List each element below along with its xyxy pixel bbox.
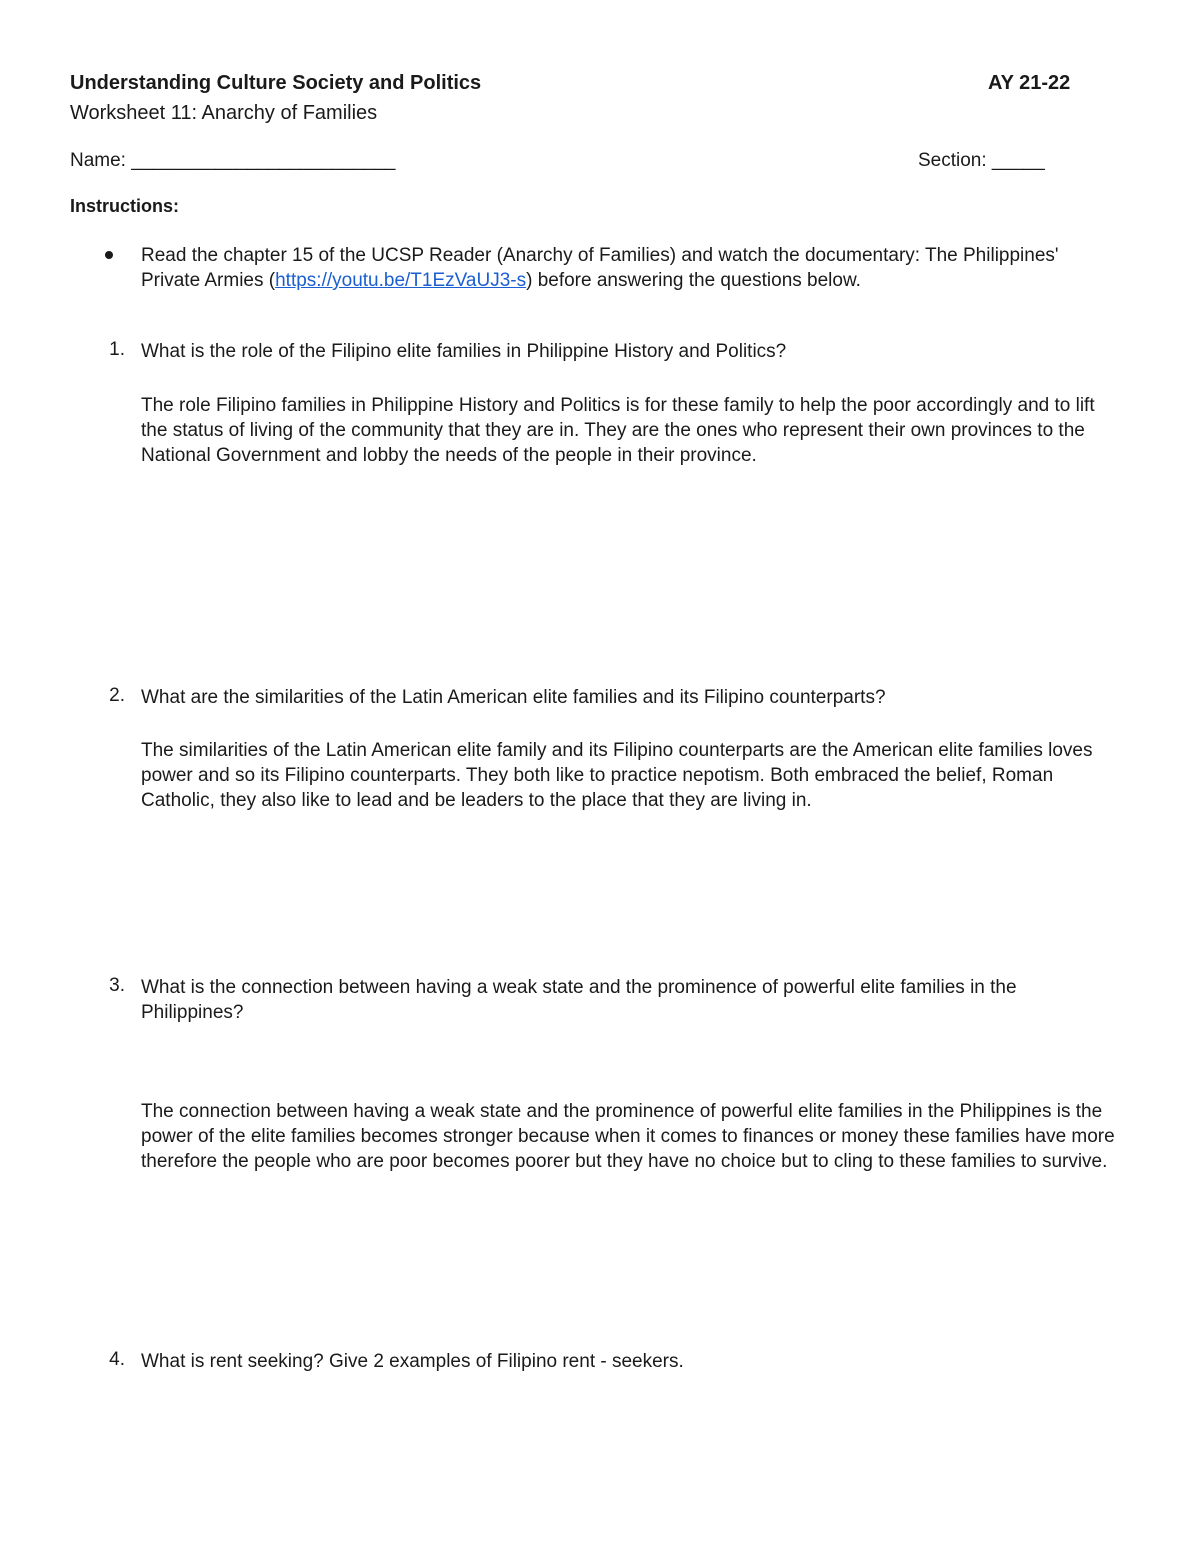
answer-text: The similarities of the Latin American elite family and its Filipino counterparts are the American elite families loves power and so its Filipino counterparts. They both like to practice nepotism. Both embraced the belief, Roman Catholic, they also like to lead and be leaders to the place that they are living in. [141,740,1093,811]
question-text: What is the role of the Filipino elite families in Philippine History and Politics? [141,341,787,362]
name-field[interactable]: Name: _________________________ [70,150,396,171]
question-text: What are the similarities of the Latin American elite families and its Filipino counterparts? [141,687,886,708]
instructions-text-before: Read the chapter 15 of the UCSP Reader (Anarchy of Families) and watch the documentary: The Philippines' Private Armies ( [141,245,1059,291]
course-title: Understanding Culture Society and Politics [70,72,482,94]
question-number: 4. [109,1349,125,1370]
answer-text: The connection between having a weak state and the prominence of powerful elite families in the Philippines is the power of the elite families becomes stronger because when it comes to finances or money these families have more therefore the people who are poor becomes poorer but they have no choice but to cling to these families to survive. [141,1101,1115,1172]
documentary-link[interactable]: https://youtu.be/T1EzVaUJ3-s [275,270,527,291]
instructions-title: Instructions: [70,196,180,216]
question-text: What is rent seeking? Give 2 examples of Filipino rent - seekers. [141,1351,684,1372]
question-text: What is the connection between having a weak state and the prominence of powerful elite families in the Philippines? [141,977,1017,1023]
section-field[interactable]: Section: _____ [918,150,1045,171]
question-number: 1. [109,339,125,360]
question-number: 3. [109,975,125,996]
answer-text: The role Filipino families in Philippine History and Politics is for these family to help the poor accordingly and to lift the status of living of the community that they are in. They are the ones who represent their own provinces to the National Government and lobby the needs of the people in their province. [141,395,1095,466]
worksheet-title: Worksheet 11: Anarchy of Families [70,102,378,124]
instructions-text [141,243,1101,293]
question-number: 2. [109,685,125,706]
instructions-text-after: ) before answering the questions below. [526,270,861,291]
academic-year: AY 21-22 [988,72,1071,94]
bullet-icon [105,251,113,259]
